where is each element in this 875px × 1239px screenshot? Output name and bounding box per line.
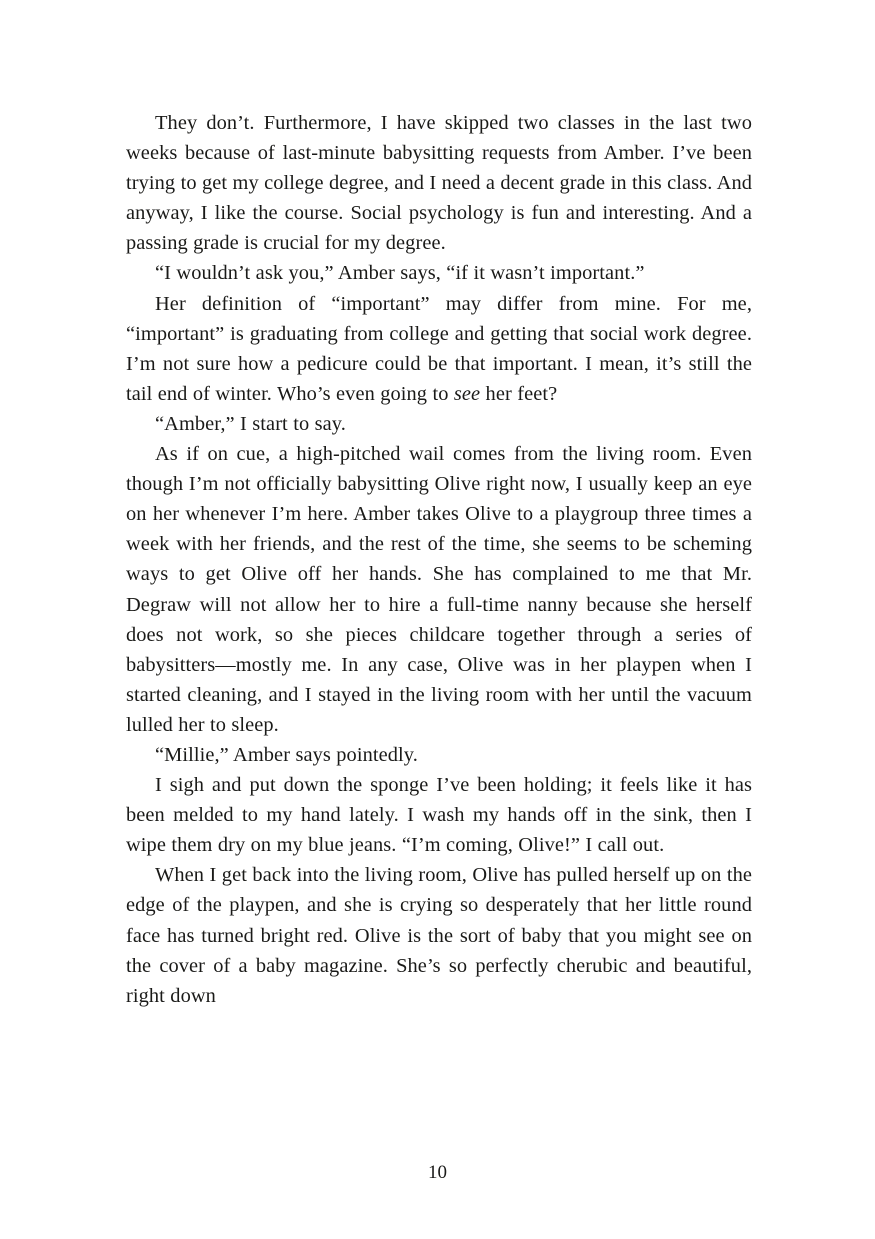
paragraph-3-text-after-emphasis: her feet?: [480, 382, 558, 405]
paragraph-3-text-before-emphasis: Her definition of “important” may differ from mine. For me, “important” is graduating from college and getting that social work degree. I’m not sure how a pedicure could be that important. I mean, it’s still the tail end of winter. Who’s even going to: [126, 292, 752, 405]
paragraph-7: I sigh and put down the sponge I’ve been holding; it feels like it has been melded to my hand lately. I wash my hands off in the sink, then I wipe them dry on my blue jeans. “I’m coming, Olive!” I call out.: [126, 774, 752, 857]
emphasized-word-see: see: [453, 382, 481, 405]
paragraph-1: They don’t. Furthermore, I have skipped two classes in the last two weeks because of last-minute babysitting requests from Amber. I’ve been trying to get my college degree, and I need a decent grade in this class. And anyway, I like the course. Social psychology is fun and interesting. And a passing grade is crucial for my degree.: [126, 112, 752, 255]
paragraph-2: “I wouldn’t ask you,” Amber says, “if it wasn’t important.”: [155, 262, 645, 285]
paragraph-4: “Amber,” I start to say.: [155, 412, 346, 435]
paragraph-6: “Millie,” Amber says pointedly.: [155, 743, 418, 766]
paragraph-5: As if on cue, a high-pitched wail comes from the living room. Even though I’m not officially babysitting Olive right now, I usually keep an eye on her whenever I’m here. Amber takes Olive to a playgroup three times a week with her friends, and the rest of the time, she seems to be scheming ways to get Olive off her hands. She has complained to me that Mr. Degraw will not allow her to hire a full-time nanny because she herself does not work, so she pieces childcare together through a series of babysitters—mostly me. In any case, Olive was in her playpen when I started cleaning, and I stayed in the living room with her until the vacuum lulled her to sleep.: [126, 443, 752, 736]
page-number: 10: [428, 1162, 447, 1183]
paragraph-8: When I get back into the living room, Olive has pulled herself up on the edge of the playpen, and she is crying so desperately that her little round face has turned bright red. Olive is the sort of baby that you might see on the cover of a baby magazine. She’s so perfectly cherubic and beautiful, right down: [126, 864, 752, 1007]
paragraph-3: [126, 289, 752, 409]
page-text-block: [126, 108, 752, 1011]
